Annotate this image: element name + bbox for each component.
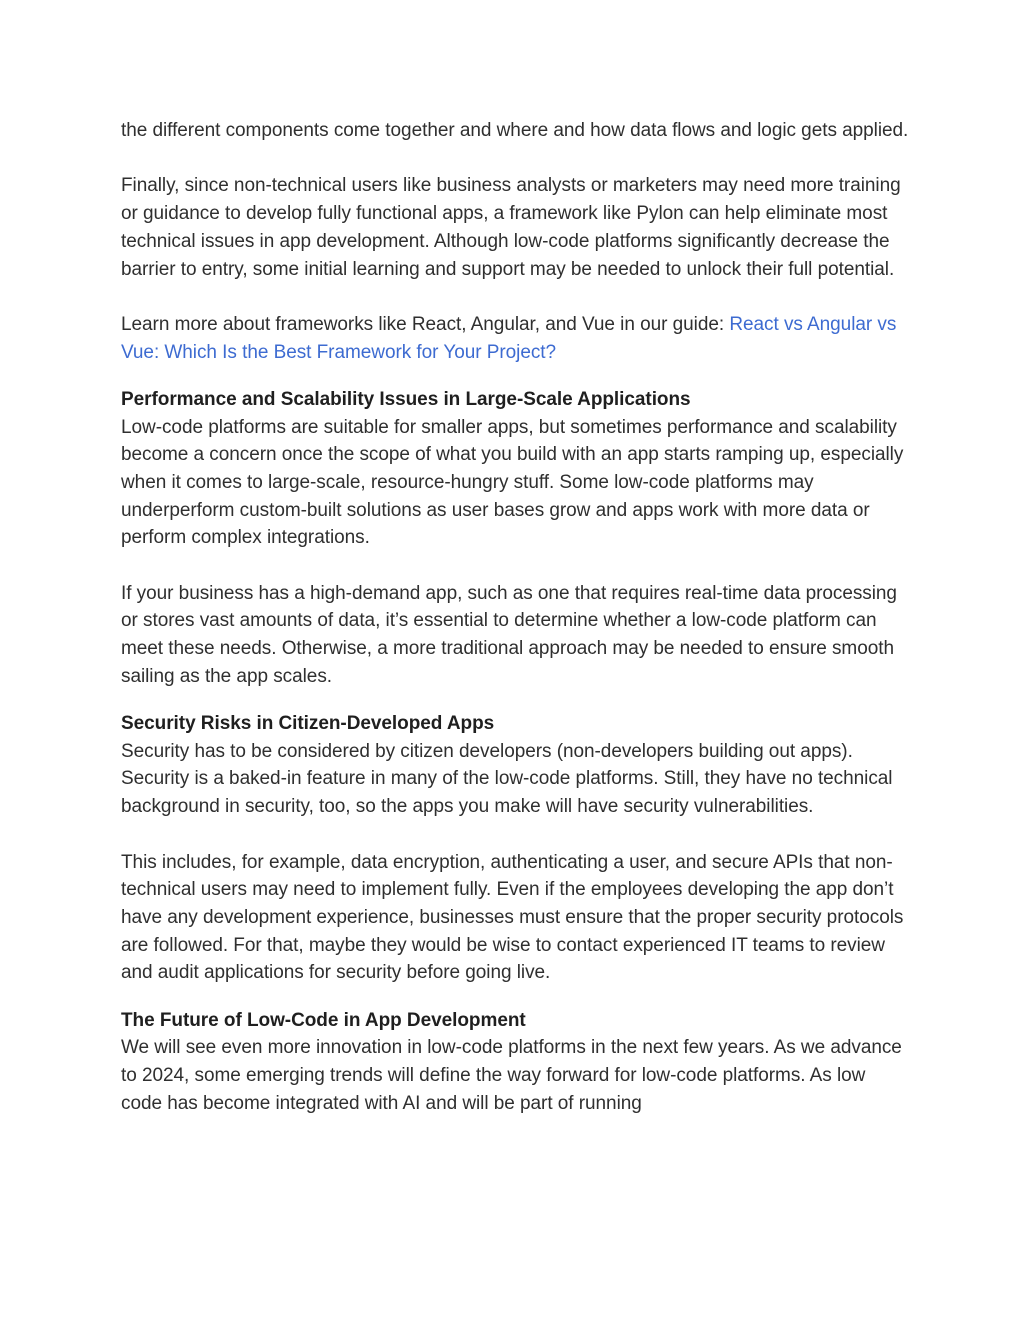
guide-link[interactable]: React vs Angular vs Vue: Which Is the Best Framework for Your Project?	[121, 313, 897, 363]
paragraph-future-1: We will see even more innovation in low-code platforms in the next few years. As we advance to 2024, some emerging trends will define the way forward for low-code platforms. As low code has become integrated with AI and will be part of running	[121, 1037, 902, 1114]
document-page	[121, 117, 911, 1117]
learn-more-text: Learn more about frameworks like React, Angular, and Vue in our guide:	[121, 313, 730, 335]
paragraph-learn-more	[121, 311, 911, 366]
paragraph-performance-1: Low-code platforms are suitable for smaller apps, but sometimes performance and scalability become a concern once the scope of what you build with an app starts ramping up, especially when it comes to large-scale, resource-hungry stuff. Some low-code platforms may underperform custom-built solutions as user bases grow and apps work with more data or perform complex integrations.	[121, 416, 904, 549]
paragraph-security-2: This includes, for example, data encryption, authenticating a user, and secure APIs that non-technical users may need to implement fully. Even if the employees developing the app don’t have any development experience, businesses must ensure that the proper security protocols are followed. For that, maybe they would be wise to contact experienced IT teams to review and audit applications for security before going live.	[121, 851, 904, 984]
paragraph-performance-2: If your business has a high-demand app, such as one that requires real-time data processing or stores vast amounts of data, it’s essential to determine whether a low-code platform can meet these needs. Otherwise, a more traditional approach may be needed to ensure smooth sailing as the app scales.	[121, 582, 897, 687]
paragraph-security-1: Security has to be considered by citizen developers (non-developers building out apps). Security is a baked-in feature in many of the low-code platforms. Still, they have no technical background in security, too, so the apps you make will have security vulnerabilities.	[121, 740, 893, 818]
paragraph-pylon-framework: Finally, since non-technical users like business analysts or marketers may need more training or guidance to develop fully functional apps, a framework like Pylon can help eliminate most technical issues in app development. Although low-code platforms significantly decrease the barrier to entry, some initial learning and support may be needed to unlock their full potential.	[121, 175, 901, 280]
paragraph-components: the different components come together and where and how data flows and logic gets applied.	[121, 120, 909, 141]
section-heading-future: The Future of Low-Code in App Development	[121, 1009, 526, 1031]
section-heading-performance: Performance and Scalability Issues in Large-Scale Applications	[121, 388, 691, 410]
section-heading-security: Security Risks in Citizen-Developed Apps	[121, 713, 495, 735]
